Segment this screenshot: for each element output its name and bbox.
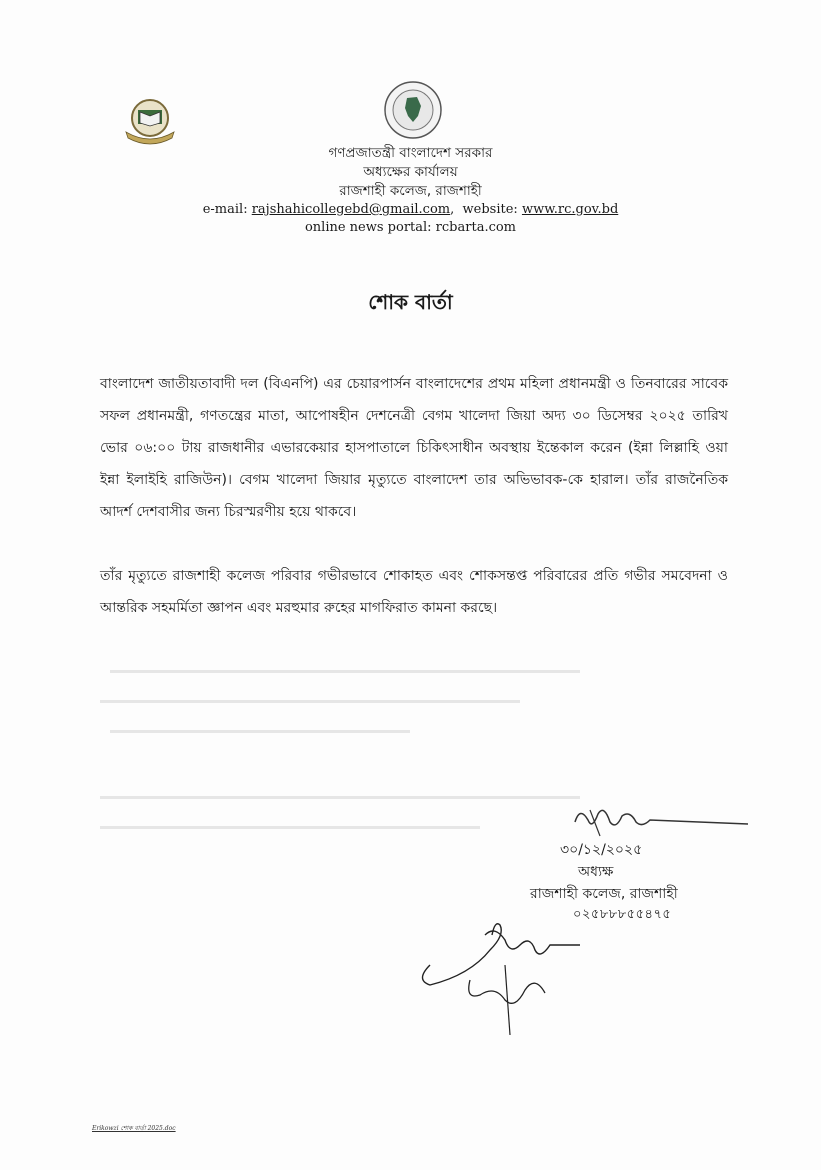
- letterhead: [150, 144, 671, 237]
- body-paragraph-2: তাঁর মৃত্যুতে রাজশাহী কলেজ পরিবার গভীরভাবে শোকাহত এবং শোকসন্তপ্ত পরিবারের প্রতি গভীর সমবেদনা ও আন্তরিক সহমর্মিতা জ্ঞাপন এবং মরহুমার রুহের মাগফিরাত কামনা করছে।: [100, 568, 728, 616]
- email-link[interactable]: rajshahicollegebd@gmail.com: [251, 202, 451, 217]
- faded-text-line: [100, 700, 520, 703]
- faded-text-line: [110, 670, 580, 673]
- website-label: website:: [462, 202, 518, 217]
- government-seal-icon: [383, 80, 443, 140]
- signature-designation: অধ্যক্ষ: [578, 864, 614, 880]
- file-footer: Erikowzi শোক বার্তা 2025.doc: [92, 1125, 176, 1132]
- news-portal: online news portal: rcbarta.com: [304, 220, 517, 235]
- faded-text-line: [110, 730, 410, 733]
- college-logo-icon: [122, 96, 178, 146]
- faded-text-line: [100, 826, 480, 829]
- signature-office: রাজশাহী কলেজ, রাজশাহী: [530, 886, 678, 902]
- college-name: রাজশাহী কলেজ, রাজশাহী: [339, 183, 482, 199]
- signature-phone: ০২৫৮৮৮৫৫৪৭৫: [573, 907, 672, 922]
- contact-line: e-mail: rajshahicollegebd@gmail.com, website: www.rc.gov.bd: [202, 202, 619, 217]
- principal-signature: [570, 800, 750, 840]
- faded-text-line: [100, 796, 580, 799]
- body-paragraph-1: বাংলাদেশ জাতীয়তাবাদী দল (বিএনপি) এর চেয়ারপার্সন বাংলাদেশের প্রথম মহিলা প্রধানমন্ত্রী ও তিনবারের সাবেক সফল প্রধানমন্ত্রী, গণতন্ত্রের মাতা, আপোষহীন দেশনেত্রী বেগম খালেদা জিয়া অদ্য ৩০ ডিসেম্বর ২০২৫ তারিখ ভোর ০৬:০০ টায় রাজধানীর এভারকেয়ার হাসপাতালে চিকিৎসাধীন অবস্থায় ইন্তেকাল করেন (ইন্না লিল্লাহি ওয়া ইন্না ইলাইহি রাজিউন)। বেগম খালেদা জিয়ার মৃত্যুতে বাংলাদেশ তার অভিভাবক-কে হারাল। তাঁর রাজনৈতিক আদর্শ দেশবাসীর জন্য চিরস্মরণীয় হয়ে থাকবে।: [100, 376, 728, 520]
- second-signature: [410, 905, 595, 1040]
- signature-date: ৩০/১২/২০২৫: [560, 842, 643, 858]
- document-title: শোক বার্তা: [368, 290, 453, 314]
- email-label: e-mail:: [202, 202, 248, 217]
- website-link[interactable]: www.rc.gov.bd: [521, 202, 619, 217]
- govt-name: গণপ্রজাতন্ত্রী বাংলাদেশ সরকার: [328, 145, 493, 161]
- office-name: অধ্যক্ষের কার্যালয়: [363, 164, 458, 180]
